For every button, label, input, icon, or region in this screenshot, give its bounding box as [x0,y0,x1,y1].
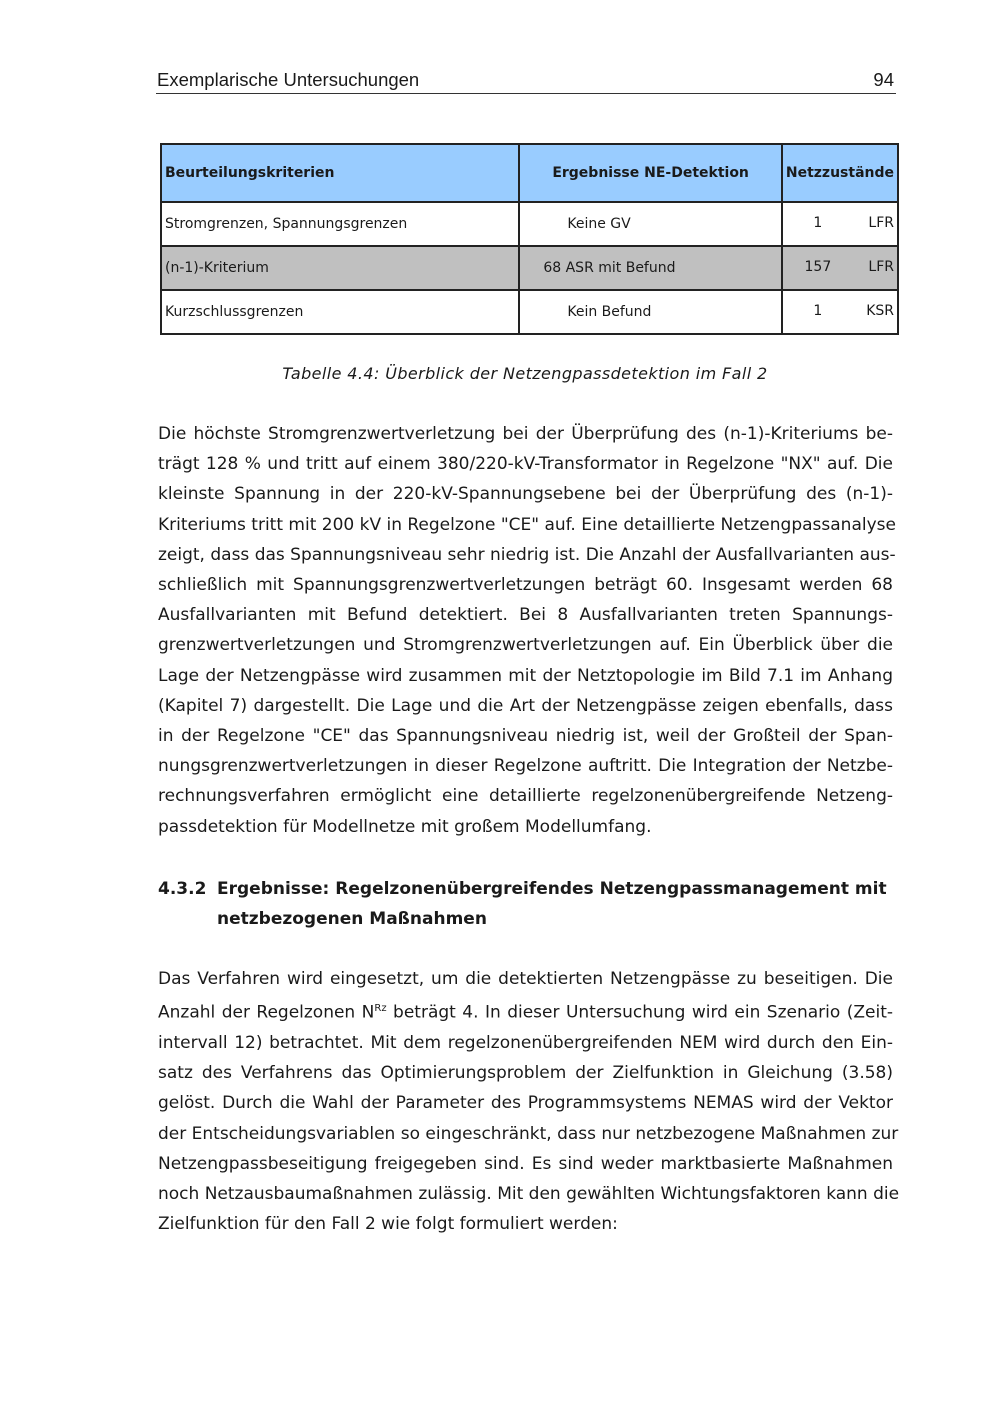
text-line: grenzwertverletzungen und Stromgrenzwertverletzungen auf. Ein Überblick über die [158,635,893,656]
text-line: nungsgrenzwertverletzungen in dieser Regelzone auftritt. Die Integration der Netzbe- [158,756,893,777]
count: 1 [813,215,823,231]
text-line: Kriteriums tritt mit 200 kV in Regelzone "CE" auf. Eine detaillierte Netzengpassanalyse [158,514,896,535]
text-line: Die höchste Stromgrenzwertverletzung bei der Überprüfung des (n-1)-Kriteriums be- [158,424,893,444]
state-cell [782,246,898,290]
superscript: Rz [374,1003,387,1015]
table-header-row [161,144,898,202]
text-line: (Kapitel 7) dargestellt. Die Lage und die Art der Netzengpässe zeigen ebenfalls, dass [158,695,893,716]
header-cell: Netzzustände [782,144,898,202]
result-cell: Keine GV [519,202,782,246]
text-line: noch Netzausbaumaßnahmen zulässig. Mit den gewählten Wichtungsfaktoren kann die [158,1184,900,1205]
paragraph-2 [158,964,900,1239]
unit: KSR [866,303,894,319]
section-title-line: netzbezogenen Maßnahmen [217,909,487,929]
table-caption: Tabelle 4.4: Überblick der Netzengpassdetektion im Fall 2 [282,364,768,383]
detection-table [160,143,899,335]
text-line: zeigt, dass das Spannungsniveau sehr niedrig ist. Die Anzahl der Ausfallvarianten aus- [158,544,896,565]
header-cell: Ergebnisse NE-Detektion [519,144,782,202]
text-line: kleinste Spannung in der 220-kV-Spannungsebene bei der Überprüfung des (n-1)- [158,484,893,505]
text-line: der Entscheidungsvariablen so eingeschränkt, dass nur netzbezogene Maßnahmen zur [158,1123,899,1144]
state-cell [782,290,898,334]
text-line: gelöst. Durch die Wahl der Parameter des Programmsystems NEMAS wird der Vektor [158,1093,893,1114]
text-line: Zielfunktion für den Fall 2 wie folgt formuliert werden: [158,1214,618,1235]
table-row [161,202,898,246]
text-line: in der Regelzone "CE" das Spannungsniveau niedrig ist, weil der Großteil der Span- [158,726,893,747]
text-line: satz des Verfahrens das Optimierungsproblem der Zielfunktion in Gleichung (3.58) [158,1063,893,1084]
table-row [161,246,898,290]
section-number: 4.3.2 [158,879,207,899]
result-cell: 68 ASR mit Befund [519,246,782,290]
header-cell: Beurteilungskriterien [161,144,519,202]
text-line: passdetektion für Modellnetze mit großem Modellumfang. [158,816,652,837]
criterion-cell: Kurzschlussgrenzen [161,290,519,334]
text-line: rechnungsverfahren ermöglicht eine detaillierte regelzonenübergreifende Netzeng- [158,786,893,807]
unit: LFR [868,215,894,231]
unit: LFR [868,259,894,275]
text-line: Lage der Netzengpässe wird zusammen mit der Netztopologie im Bild 7.1 im Anhang [158,665,893,686]
text-line [158,994,893,1028]
text-line: trägt 128 % und tritt auf einem 380/220-kV-Transformator in Regelzone "NX" auf. Die [158,454,893,475]
text-line: Ausfallvarianten mit Befund detektiert. Bei 8 Ausfallvarianten treten Spannungs- [158,605,893,626]
text-line: schließlich mit Spannungsgrenzwertverletzungen beträgt 60. Insgesamt werden 68 [158,575,893,596]
text-line: intervall 12) betrachtet. Mit dem regelzonenübergreifenden NEM wird durch den Ein- [158,1033,893,1054]
state-cell [782,202,898,246]
text-line: Netzengpassbeseitigung freigegeben sind. Es sind weder marktbasierte Maßnahmen [158,1153,893,1174]
table-row [161,290,898,334]
header-title: Exemplarische Untersuchungen [157,69,420,90]
paragraph-1 [158,419,896,842]
criterion-cell: Stromgrenzen, Spannungsgrenzen [161,202,519,246]
count: 1 [813,303,823,319]
running-header [156,68,896,94]
page-number: 94 [873,69,894,90]
result-cell: Kein Befund [519,290,782,334]
text-segment: beträgt 4. In dieser Untersuchung wird ein Szenario (Zeit- [386,1002,893,1023]
text-line: Das Verfahren wird eingesetzt, um die detektierten Netzengpässe zu beseitigen. Die [158,969,893,989]
section-title-line: Ergebnisse: Regelzonenübergreifendes Netzengpassmanagement mit [217,879,887,899]
criterion-cell: (n-1)-Kriterium [161,246,519,290]
count: 157 [804,259,832,275]
text-segment: Anzahl der Regelzonen N [158,1002,375,1023]
